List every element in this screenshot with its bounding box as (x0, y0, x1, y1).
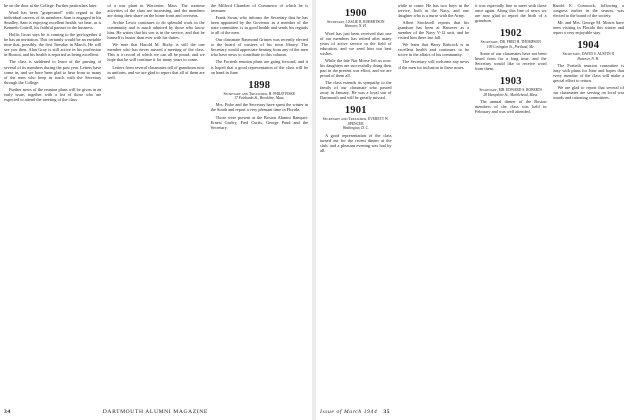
class-secretary: Secretary, DAVID S. AUSTIN II (562, 52, 614, 57)
body-paragraph: Letters from several classmates tell of grandsons now in uniform, and we are glad to report that all of them are well. (107, 64, 205, 80)
body-paragraph: The Fortieth reunion committee is busy with plans for June and hopes that every member of the class will make a special effort to return. (552, 63, 624, 84)
body-paragraph: Mr. and Mrs. George M. Morris have been visiting in Florida this winter and report a very enjoyable stay. (552, 20, 624, 36)
body-paragraph: Those were present at the Boston Alumni Banquet: Ernest Gurley, Fred Curtis, George Pond and the Secretary. (210, 114, 308, 130)
page-number: 34 (4, 409, 11, 415)
class-address: Hanover, N. H. (577, 56, 600, 61)
body-paragraph: be on the door at the College. Further particulars later. (4, 3, 98, 8)
body-paragraph: Albert Stockwell reports that his grandson has been at Hanover as a member of the Navy V-12 unit, and he visited him there last fall. (397, 20, 469, 41)
body-paragraph: Harold E. Comstock, following a congress earlier in the season, was elected to the board of the society. (552, 3, 624, 19)
column-group (4, 3, 308, 406)
page-footer-right (320, 407, 624, 417)
body-paragraph: Further news of the reunion plans will be given in an early issue, together with a list of those who are expected to attend the meeting of the class. (4, 86, 102, 102)
class-secretary: Secretary, LESLIE R. ROBERTSON (327, 20, 385, 24)
class-year: 1898 (248, 79, 271, 91)
body-paragraph: Frank Swan, who informs the Secretary that he has been appointed by the Governor as a member of the state committee, is in good health and sends his regards to all of the men. (210, 15, 308, 36)
class-secretary: Secretary and Treasurer, H. PHILIP FISKE (223, 91, 296, 96)
body-paragraph: The class extends its sympathy to the family of our classmate who passed away in January. He was a loyal son of Dartmouth and will be greatly missed. (320, 80, 392, 101)
body-paragraph: Our classmate Raymond Grimes was recently elected to the board of trustees of his town library. The Secretary would appreciate hearing from any of the men who have news to contribute to this column. (210, 37, 308, 58)
class-secretary: Secretary and Treasurer, EVERETT W. SPENCER (322, 117, 389, 126)
class-year: 1900 (344, 8, 367, 19)
body-paragraph: of a war plant in Worcester, Mass. The wartime activities of the class are increasing, and the members are doing their share on the home front and overseas. (107, 3, 205, 19)
body-paragraph: The Secretary will welcome any news of the men for inclusion in these notes. (397, 59, 469, 70)
class-year: 1903 (499, 76, 522, 88)
text-column (398, 3, 470, 406)
class-address: Washington, D. C. (342, 126, 369, 131)
class-heading (475, 76, 547, 97)
column-group (320, 3, 624, 406)
class-address: 37 Fairbanks St., Brookline, Mass. (234, 96, 285, 101)
class-heading (475, 28, 547, 49)
text-column (211, 3, 308, 406)
body-paragraph: While the late Nat Morse left us now, his daughters are successfully doing their part in the present war effort, and we are proud of them all. (320, 58, 392, 79)
body-paragraph: We are glad to report that several of our classmates are serving on local war boards and rationing committees. (552, 85, 624, 101)
body-paragraph: Mrs. Fiske and the Secretary have spent the winter in the South and report a very pleasant time in Florida. (210, 102, 308, 113)
class-heading (211, 80, 308, 101)
body-paragraph: Hollis Gross says he is coming to the get-together if he has an invitation. This certainly would be an enviable time that, possibly, the first Tuesday in March. He will see you then. Alan Gray is still active in his profession in Boston, and his health is reported as being excellent. (4, 32, 102, 58)
class-year: 1901 (344, 105, 367, 117)
body-paragraph: it was especially fine to meet with those once again. Along this line of news we are now glad to report the birth of a grandson. (475, 3, 547, 24)
body-paragraph: Archie Lewis continues to do splendid work in the community and is much admired by those who know him. He writes that his son is in the service, and that he himself is busier than ever with his duties. (107, 20, 205, 41)
page-right (316, 0, 628, 420)
page-left (0, 0, 312, 420)
body-paragraph: while to come. He has two boys in the service, both in the Navy, and one daughter who is a nurse with the Army. (397, 3, 469, 19)
class-address: Hanover, N. H. (344, 24, 367, 29)
body-paragraph: We learn that Harry Babcock is in excellent health and continues to be active in the affairs of his community. (397, 42, 469, 58)
body-paragraph: The annual dinner of the Boston members of the class was held in February and was well attended. (475, 99, 547, 115)
body-paragraph: Some of our classmates have not been heard from for a long time, and the Secretary would like to receive word from them. (475, 51, 547, 72)
class-address: 28 Hampshire St., Marblehead, Mass. (483, 92, 539, 97)
text-column (320, 3, 392, 406)
class-year: 1902 (499, 28, 522, 40)
class-heading (320, 105, 392, 130)
class-year: 1904 (577, 40, 600, 52)
class-heading (553, 40, 625, 61)
text-column (107, 3, 204, 406)
text-column (475, 3, 547, 406)
publication-name: DARTMOUTH ALUMNI MAGAZINE (102, 409, 208, 415)
class-secretary: Secretary, MR. EDWARD S. ROBERTS (479, 88, 543, 93)
body-paragraph: the Milford Chamber of Commerce of which he is treasurer. (210, 3, 308, 14)
body-paragraph: Word has been "grapevined" with regard to the individual careers of its members. Sam is engaged in his Smalley, Sam is enjoying excellent health, we hear, as is Kenneth Cottrill, his faithful partner in the business. (4, 10, 102, 31)
body-paragraph: A good representation of the class turned out for the recent dinner at the club, and a pleasant evening was had by all. (320, 132, 392, 153)
page-footer-left (4, 407, 308, 417)
text-column (553, 3, 625, 406)
body-paragraph: We note that Harold M. Bixby is still the one member who has never missed a meeting of the class. This is a record of which we can all be proud, and we hope that he will continue it for many years to come. (107, 42, 205, 63)
class-heading (320, 8, 392, 29)
body-paragraph: The class is saddened to learn of the passing of several of its members during the past year. Letters have come in, and we have been glad to hear from so many of the men who keep in touch with the Secretary through the College. (4, 59, 102, 85)
issue-date: Issue of March 1944 (320, 409, 378, 415)
class-secretary: Secretary, DR. FRED H. THOMPSON (480, 40, 541, 45)
page-number: 35 (383, 409, 391, 415)
body-paragraph: Word has just been received that one of our members has retired after many years of active service in the field of education, and we send him our best wishes. (320, 30, 392, 56)
class-address: 109 Covington St., Portland, Me. (486, 44, 535, 49)
body-paragraph: The Fortieth reunion plans are going forward, and it is hoped that a good representation of the class will be on hand in June. (210, 59, 308, 75)
text-column (4, 3, 101, 406)
